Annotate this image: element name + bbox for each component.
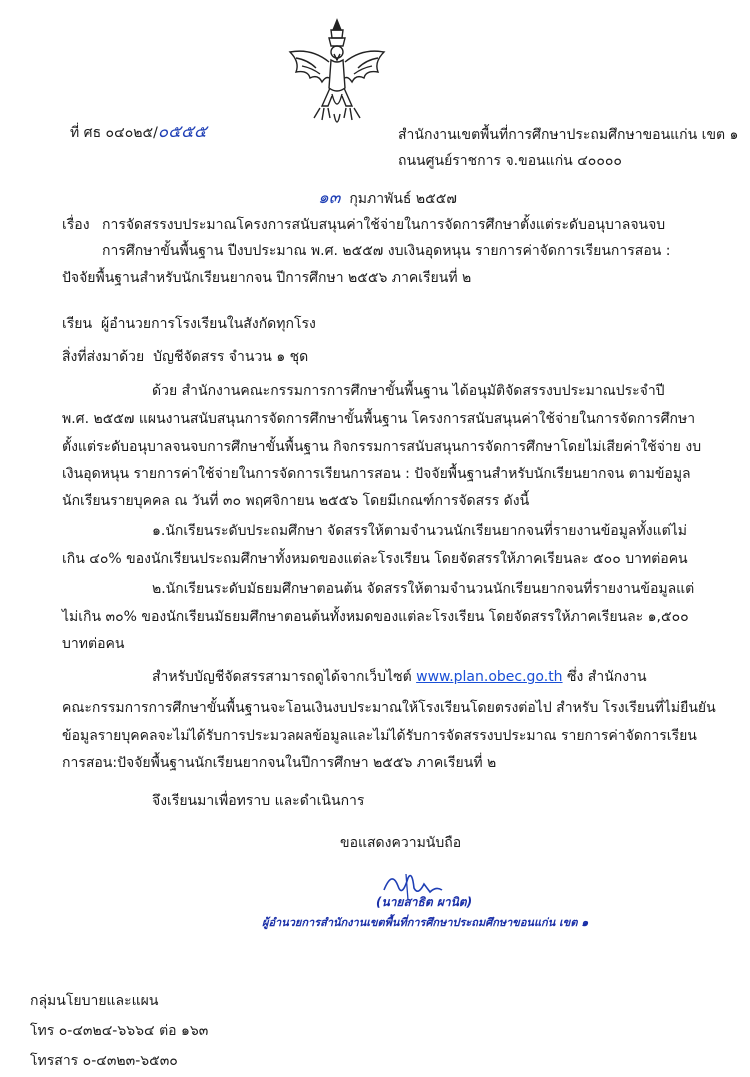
body-p1-line-4: เงินอุดหนุน รายการค่าใช้จ่ายในการจัดการเรียนการสอน : ปัจจัยพื้นฐานสำหรับนักเรียนยากจน ตามข้อมูล [62,466,691,482]
document-date [318,184,457,211]
reference-label: ที่ ศธ ๐๔๐๒๕/ [70,125,158,141]
subject-line-3: ปัจจัยพื้นฐานสำหรับนักเรียนยากจน ปีการศึกษา ๒๕๕๖ ภาคเรียนที่ ๒ [62,270,472,286]
signatory-name: (นายสาธิต ผานิต) [376,895,473,909]
criteria-item-1-line-1: ๑.นักเรียนระดับประถมศึกษา จัดสรรให้ตามจำนวนนักเรียนยากจนที่รายงานข้อมูลทั้งแต่ไม่ [152,523,687,539]
body-p2-line-4: การสอน:ปัจจัยพื้นฐานนักเรียนยากจนในปีการศึกษา ๒๕๕๖ ภาคเรียนที่ ๒ [62,755,497,771]
office-address: ถนนศูนย์ราชการ จ.ขอนแก่น ๔๐๐๐๐ [398,153,622,169]
subject-line-2: การศึกษาขั้นพื้นฐาน ปีงบประมาณ พ.ศ. ๒๕๕๗ งบเงินอุดหนุน รายการค่าจัดการเรียนการสอน : [102,243,671,259]
closing-request: จึงเรียนมาเพื่อทราบ และดำเนินการ [152,793,365,809]
criteria-item-2-line-1: ๒.นักเรียนระดับมัธยมศึกษาตอนต้น จัดสรรให้ตามจำนวนนักเรียนยากจนที่รายงานข้อมูลแต่ [152,581,695,597]
body-p2-line-2: คณะกรรมการการศึกษาขั้นพื้นฐานจะโอนเงินงบประมาณให้โรงเรียนโดยตรงต่อไป สำหรับ โรงเรียนที่ไม่ยืนยัน [62,700,716,716]
subject-label: เรื่อง [62,217,90,233]
subject-line-1: การจัดสรรงบประมาณโครงการสนับสนุนค่าใช้จ่ายในการจัดการศึกษาตั้งแต่ระดับอนุบาลจนจบ [102,217,666,233]
attachment-value: บัญชีจัดสรร จำนวน ๑ ชุด [153,349,309,365]
body-p1-line-1: ด้วย สำนักงานคณะกรรมการการศึกษาขั้นพื้นฐาน ได้อนุมัติจัดสรรงบประมาณประจำปี [152,383,665,399]
body-p2-line-3: ข้อมูลรายบุคคลจะไม่ได้รับการประมวลผลข้อมูลและไม่ได้รับการจัดสรรงบประมาณ รายการค่าจัดการเรียน [62,728,697,744]
footer-fax: โทรสาร ๐-๔๓๒๓-๖๕๓๐ [30,1053,178,1069]
date-month-year: กุมภาพันธ์ ๒๕๕๗ [349,191,457,207]
closing-regards: ขอแสดงความนับถือ [340,835,462,851]
date-day-handwritten: ๑๓ [318,188,341,208]
garuda-emblem-icon [282,18,392,138]
recipient-value: ผู้อำนวยการโรงเรียนในสังกัดทุกโรง [100,316,316,332]
reference-number [70,118,207,145]
footer-phone: โทร ๐-๔๓๒๔-๖๖๖๔ ต่อ ๑๖๓ [30,1023,209,1039]
body-p2-text-after: ซึ่ง สำนักงาน [562,669,647,685]
attachment [62,346,308,368]
criteria-item-2-line-2: ไม่เกิน ๓๐% ของนักเรียนมัธยมศึกษาตอนต้นทั้งหมดของแต่ละโรงเรียน โดยจัดสรรให้ภาคเรียนละ ๑,๕๐๐ [62,609,689,625]
body-p2-line-1 [152,666,647,688]
footer-department: กลุ่มนโยบายและแผน [30,993,159,1009]
recipient-label: เรียน [62,316,93,332]
recipient [62,313,316,335]
plan-website-link[interactable]: www.plan.obec.go.th [416,669,563,685]
office-name: สำนักงานเขตพื้นที่การศึกษาประถมศึกษาขอนแก่น เขต ๑ [398,127,739,143]
attachment-label: สิ่งที่ส่งมาด้วย [62,349,145,365]
body-p1-line-3: ตั้งแต่ระดับอนุบาลจนจบการศึกษาขั้นพื้นฐาน กิจกรรมการสนับสนุนการจัดการศึกษาโดยไม่เสียค่าใช้จ่าย งบ [62,439,702,455]
criteria-item-2-line-3: บาทต่อคน [62,636,125,652]
reference-number-handwritten: ๐๕๕๕ [157,122,207,142]
signatory-position: ผู้อำนวยการสำนักงานเขตพื้นที่การศึกษาประถมศึกษาขอนแก่น เขต ๑ [262,916,589,929]
body-p1-line-5: นักเรียนรายบุคคล ณ วันที่ ๓๐ พฤศจิกายน ๒๕๕๖ โดยมีเกณฑ์การจัดสรร ดังนี้ [62,493,530,509]
body-p2-text-before: สำหรับบัญชีจัดสรรสามารถดูได้จากเว็บไซต์ [152,669,417,685]
criteria-item-1-line-2: เกิน ๔๐% ของนักเรียนประถมศึกษาทั้งหมดของแต่ละโรงเรียน โดยจัดสรรให้ภาคเรียนละ ๕๐๐ บาทต่อคน [62,551,688,567]
body-p1-line-2: พ.ศ. ๒๕๕๗ แผนงานสนับสนุนการจัดการศึกษาขั้นพื้นฐาน โครงการสนับสนุนค่าใช้จ่ายในการจัดการศึกษา [62,411,696,427]
